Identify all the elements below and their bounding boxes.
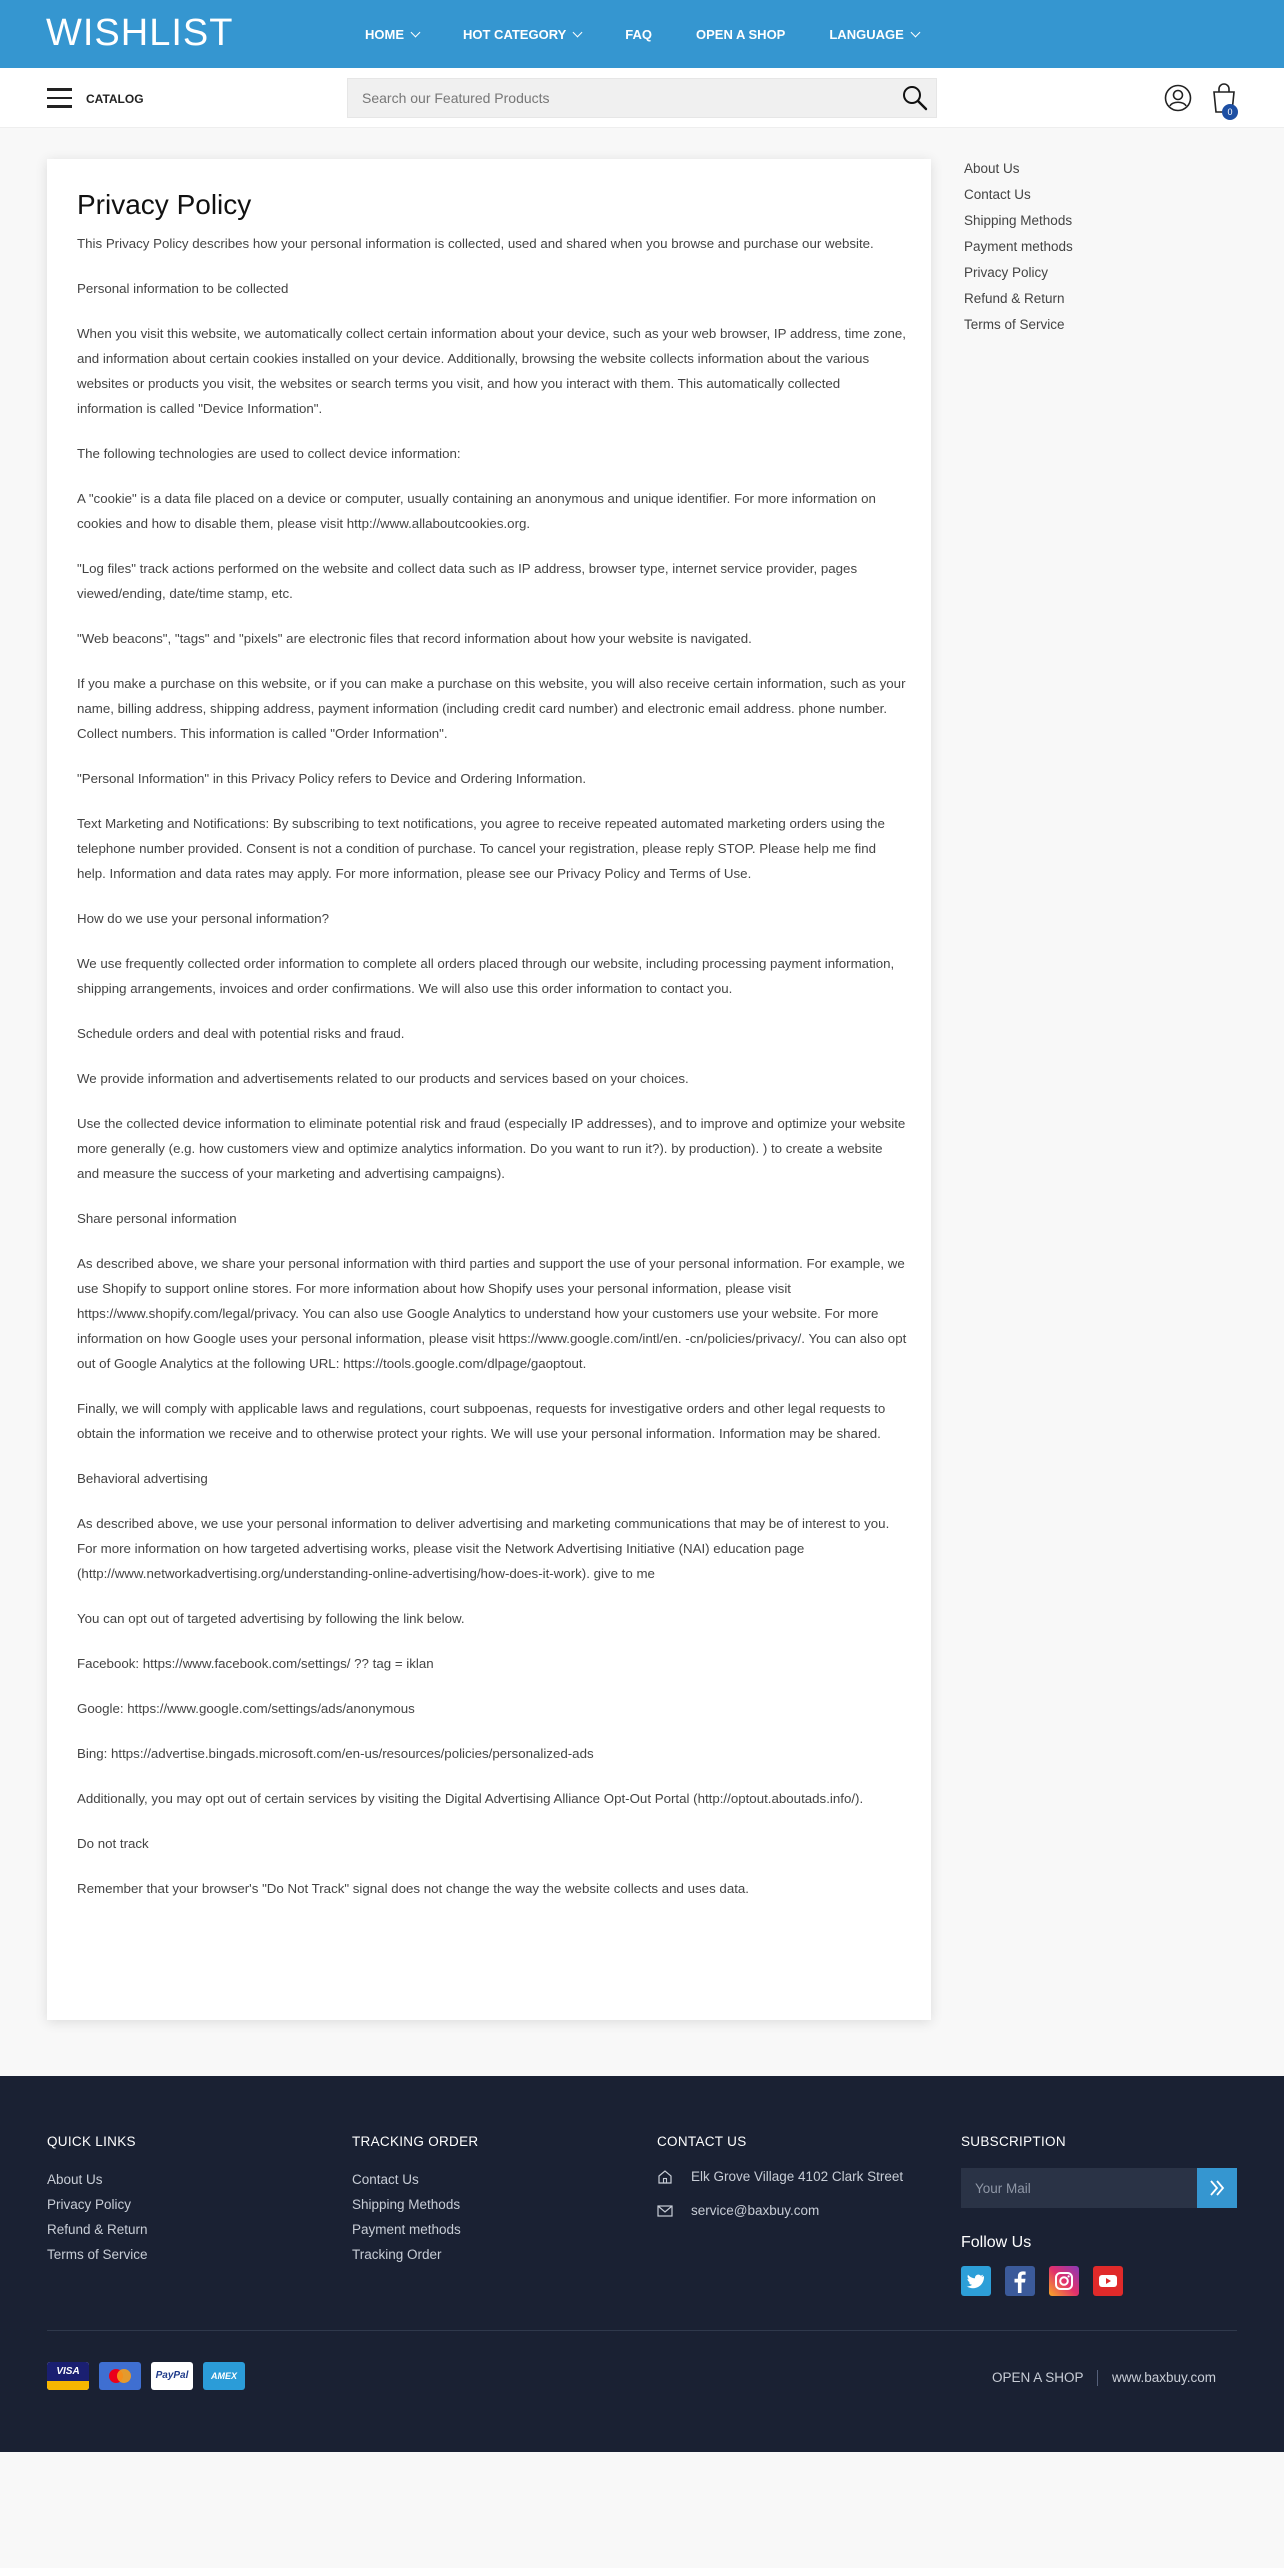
policy-paragraph: Text Marketing and Notifications: By subscribing to text notifications, you agree to receive repeated automated marketing orders using the telephone number provided. Consent is not a condition of purchase. To cancel your registration, please reply STOP. Please help me find help. Information and data rates may apply. For more information, please see our Privacy Policy and Terms of Use. — [77, 816, 885, 881]
sidebar-link-privacy-policy[interactable]: Privacy Policy — [964, 265, 1049, 280]
footer-link-contact-us[interactable]: Contact Us — [352, 2172, 419, 2187]
sidebar-links — [964, 156, 1073, 338]
nav-open-a-shop-label: OPEN A SHOP — [696, 26, 786, 42]
policy-paragraph: We use frequently collected order information to complete all orders placed through our website, including processing payment information, shipping arrangements, invoices and order confirmations. We will also use this order information to contact you. — [77, 956, 895, 996]
footer-heading: TRACKING ORDER — [352, 2134, 479, 2149]
paypal-payment-icon: PayPal — [151, 2362, 193, 2390]
subscription-email-input[interactable] — [961, 2168, 1197, 2208]
policy-paragraph: How do we use your personal information? — [77, 911, 330, 926]
policy-paragraph: As described above, we use your personal information to deliver advertising and marketing communications that may be of interest to you. For more information on how targeted advertising works, please visit the Network Advertising Initiative (NAI) education page (http://www.networkadvertising.org/understanding-online-advertising/how-does-it-work). give to me — [77, 1516, 890, 1581]
amex-payment-icon: AMEX — [203, 2362, 245, 2390]
policy-paragraph: Schedule orders and deal with potential risks and fraud. — [77, 1026, 405, 1041]
policy-paragraph: Facebook: https://www.facebook.com/settings/ ?? tag = iklan — [77, 1656, 434, 1671]
follow-us-heading: Follow Us — [961, 2234, 1032, 2251]
site-footer — [0, 2076, 1284, 2452]
subscription-form — [961, 2168, 1237, 2208]
footer-separator — [1097, 2370, 1098, 2386]
top-bar — [0, 0, 1284, 68]
footer-divider — [47, 2330, 1237, 2331]
nav-hot-category[interactable] — [463, 27, 581, 42]
footer-link-tracking-order[interactable]: Tracking Order — [352, 2247, 442, 2262]
home-icon — [657, 2169, 673, 2185]
catalog-label[interactable]: CATALOG — [86, 92, 144, 106]
menu-icon[interactable] — [47, 88, 72, 108]
sidebar-link-shipping-methods[interactable]: Shipping Methods — [964, 213, 1073, 228]
nav-language[interactable] — [829, 27, 918, 42]
policy-paragraph: We provide information and advertisements related to our products and services based on your choices. — [77, 1071, 689, 1086]
mastercard-payment-icon — [99, 2362, 141, 2390]
footer-link-shipping-methods[interactable]: Shipping Methods — [352, 2197, 461, 2212]
policy-paragraph: Finally, we will comply with applicable laws and regulations, court subpoenas, requests for investigative orders and other legal requests to obtain the information we receive and to otherwise protect your rights. We will use your personal information. Information may be shared. — [77, 1401, 886, 1441]
contact-email[interactable] — [657, 2201, 903, 2221]
sidebar-link-payment-methods[interactable]: Payment methods — [964, 239, 1073, 254]
policy-paragraph: You can opt out of targeted advertising by following the link below. — [77, 1611, 465, 1626]
footer-link-privacy-policy[interactable]: Privacy Policy — [47, 2197, 132, 2212]
secondary-bar — [0, 68, 1284, 128]
search-input[interactable] — [348, 79, 888, 117]
policy-paragraph: Personal information to be collected — [77, 281, 289, 296]
cart-count-badge: 0 — [1222, 104, 1238, 120]
policy-paragraph: Do not track — [77, 1836, 149, 1851]
footer-quick-links — [47, 2134, 148, 2267]
footer-website-link[interactable]: www.baxbuy.com — [1112, 2370, 1217, 2385]
policy-paragraph: Bing: https://advertise.bingads.microsoft.com/en-us/resources/policies/personalized-ads — [77, 1746, 594, 1761]
site-logo[interactable]: WISHLIST — [46, 12, 234, 54]
footer-heading: QUICK LINKS — [47, 2134, 136, 2149]
sidebar-link-contact-us[interactable]: Contact Us — [964, 187, 1031, 202]
footer-contact — [657, 2134, 903, 2235]
footer-tracking-order — [352, 2134, 478, 2267]
sidebar-link-about-us[interactable]: About Us — [964, 161, 1020, 176]
mail-icon — [657, 2203, 673, 2219]
contact-email-text: service@baxbuy.com — [691, 2203, 820, 2218]
policy-paragraph: Use the collected device information to eliminate potential risk and fraud (especially IP addresses), and to improve and optimize your website more generally (e.g. how customers view and optimize analytics information. Do you want to run it?). by production). ) to create a website and measure the success of your marketing and advertising campaigns). — [77, 1116, 906, 1181]
double-chevron-right-icon — [1197, 2168, 1237, 2208]
policy-paragraph: Google: https://www.google.com/settings/ads/anonymous — [77, 1701, 415, 1716]
search-icon[interactable] — [900, 83, 930, 113]
nav-hot-category-label: HOT CATEGORY — [463, 26, 567, 42]
policy-paragraph: If you make a purchase on this website, or if you can make a purchase on this website, you will also receive certain information, such as your name, billing address, shipping address, payment information (including credit card number) and electronic email address. phone number. Collect numbers. This information is called "Order Information". — [77, 676, 906, 741]
nav-home-label: HOME — [365, 26, 404, 42]
policy-paragraph: When you visit this website, we automatically collect certain information about your device, such as your web browser, IP address, time zone, and information about certain cookies installed on your device. Additionally, browsing the website collects information about the various websites or products you visit, the websites or search terms you visit, and how you interact with them. This automatically collected information is called "Device Information". — [77, 326, 906, 416]
policy-paragraph: Additionally, you may opt out of certain services by visiting the Digital Advertising Alliance Opt-Out Portal (http://optout.aboutads.info/). — [77, 1791, 864, 1806]
nav-faq-label: FAQ — [625, 26, 653, 42]
policy-content — [77, 231, 907, 1921]
sidebar-link-refund-return[interactable]: Refund & Return — [964, 291, 1065, 306]
footer-link-terms-of-service[interactable]: Terms of Service — [47, 2247, 148, 2262]
footer-link-refund-return[interactable]: Refund & Return — [47, 2222, 148, 2237]
nav-open-a-shop[interactable] — [696, 27, 785, 42]
facebook-icon[interactable] — [1005, 2266, 1035, 2296]
footer-subscription — [961, 2134, 1237, 2314]
policy-paragraph: "Personal Information" in this Privacy Policy refers to Device and Ordering Information. — [77, 771, 587, 786]
user-account-icon[interactable] — [1164, 84, 1192, 112]
policy-paragraph: As described above, we share your personal information with third parties and support the use of your personal information. For example, we use Shopify to support online stores. For more information about how Shopify uses your personal information, please visit https://www.shopify.com/legal/privacy. You can also use Google Analytics to understand how your customers use your website. For more information on how Google uses your personal information, please visit https://www.google.com/intl/en. -cn/policies/privacy/. You can also opt out of Google Analytics at the following URL: https://tools.google.com/dlpage/gaoptout. — [77, 1256, 907, 1371]
policy-paragraph: "Log files" track actions performed on the website and collect data such as IP address, browser type, internet service provider, pages viewed/ending, date/time stamp, etc. — [77, 561, 858, 601]
contact-address-text: Elk Grove Village 4102 Clark Street — [691, 2169, 904, 2184]
policy-paragraph: The following technologies are used to collect device information: — [77, 446, 461, 461]
visa-payment-icon: VISA — [47, 2362, 89, 2390]
page-title: Privacy Policy — [77, 189, 252, 220]
sidebar-link-terms-of-service[interactable]: Terms of Service — [964, 317, 1065, 332]
chevron-down-icon — [573, 27, 583, 37]
footer-link-about-us[interactable]: About Us — [47, 2172, 103, 2187]
policy-paragraph: Share personal information — [77, 1211, 237, 1226]
nav-faq[interactable] — [625, 27, 652, 42]
policy-paragraph: Remember that your browser's "Do Not Track" signal does not change the way the website collects and uses data. — [77, 1881, 749, 1896]
chevron-down-icon — [411, 27, 421, 37]
chevron-down-icon — [910, 27, 920, 37]
policy-paragraph: This Privacy Policy describes how your personal information is collected, used and shared when you browse and purchase our website. — [77, 236, 874, 251]
twitter-icon[interactable] — [961, 2266, 991, 2296]
search-bar — [347, 78, 937, 118]
policy-paragraph: Behavioral advertising — [77, 1471, 208, 1486]
footer-heading: CONTACT US — [657, 2134, 747, 2149]
privacy-policy-card — [47, 159, 931, 2020]
contact-address — [657, 2167, 903, 2187]
youtube-icon[interactable] — [1093, 2266, 1123, 2296]
nav-home[interactable] — [365, 27, 419, 42]
main-nav — [365, 0, 963, 68]
footer-heading: SUBSCRIPTION — [961, 2134, 1066, 2149]
subscribe-button[interactable] — [1197, 2168, 1237, 2208]
footer-link-payment-methods[interactable]: Payment methods — [352, 2222, 461, 2237]
policy-paragraph: A "cookie" is a data file placed on a device or computer, usually containing an anonymous and unique identifier. For more information on cookies and how to disable them, please visit http://www.allaboutcookies.org. — [77, 491, 876, 531]
nav-language-label: LANGUAGE — [829, 26, 904, 42]
policy-paragraph: "Web beacons", "tags" and "pixels" are electronic files that record information about how your website is navigated. — [77, 631, 752, 646]
footer-open-a-shop-link[interactable]: OPEN A SHOP — [992, 2370, 1084, 2385]
instagram-icon[interactable] — [1049, 2266, 1079, 2296]
